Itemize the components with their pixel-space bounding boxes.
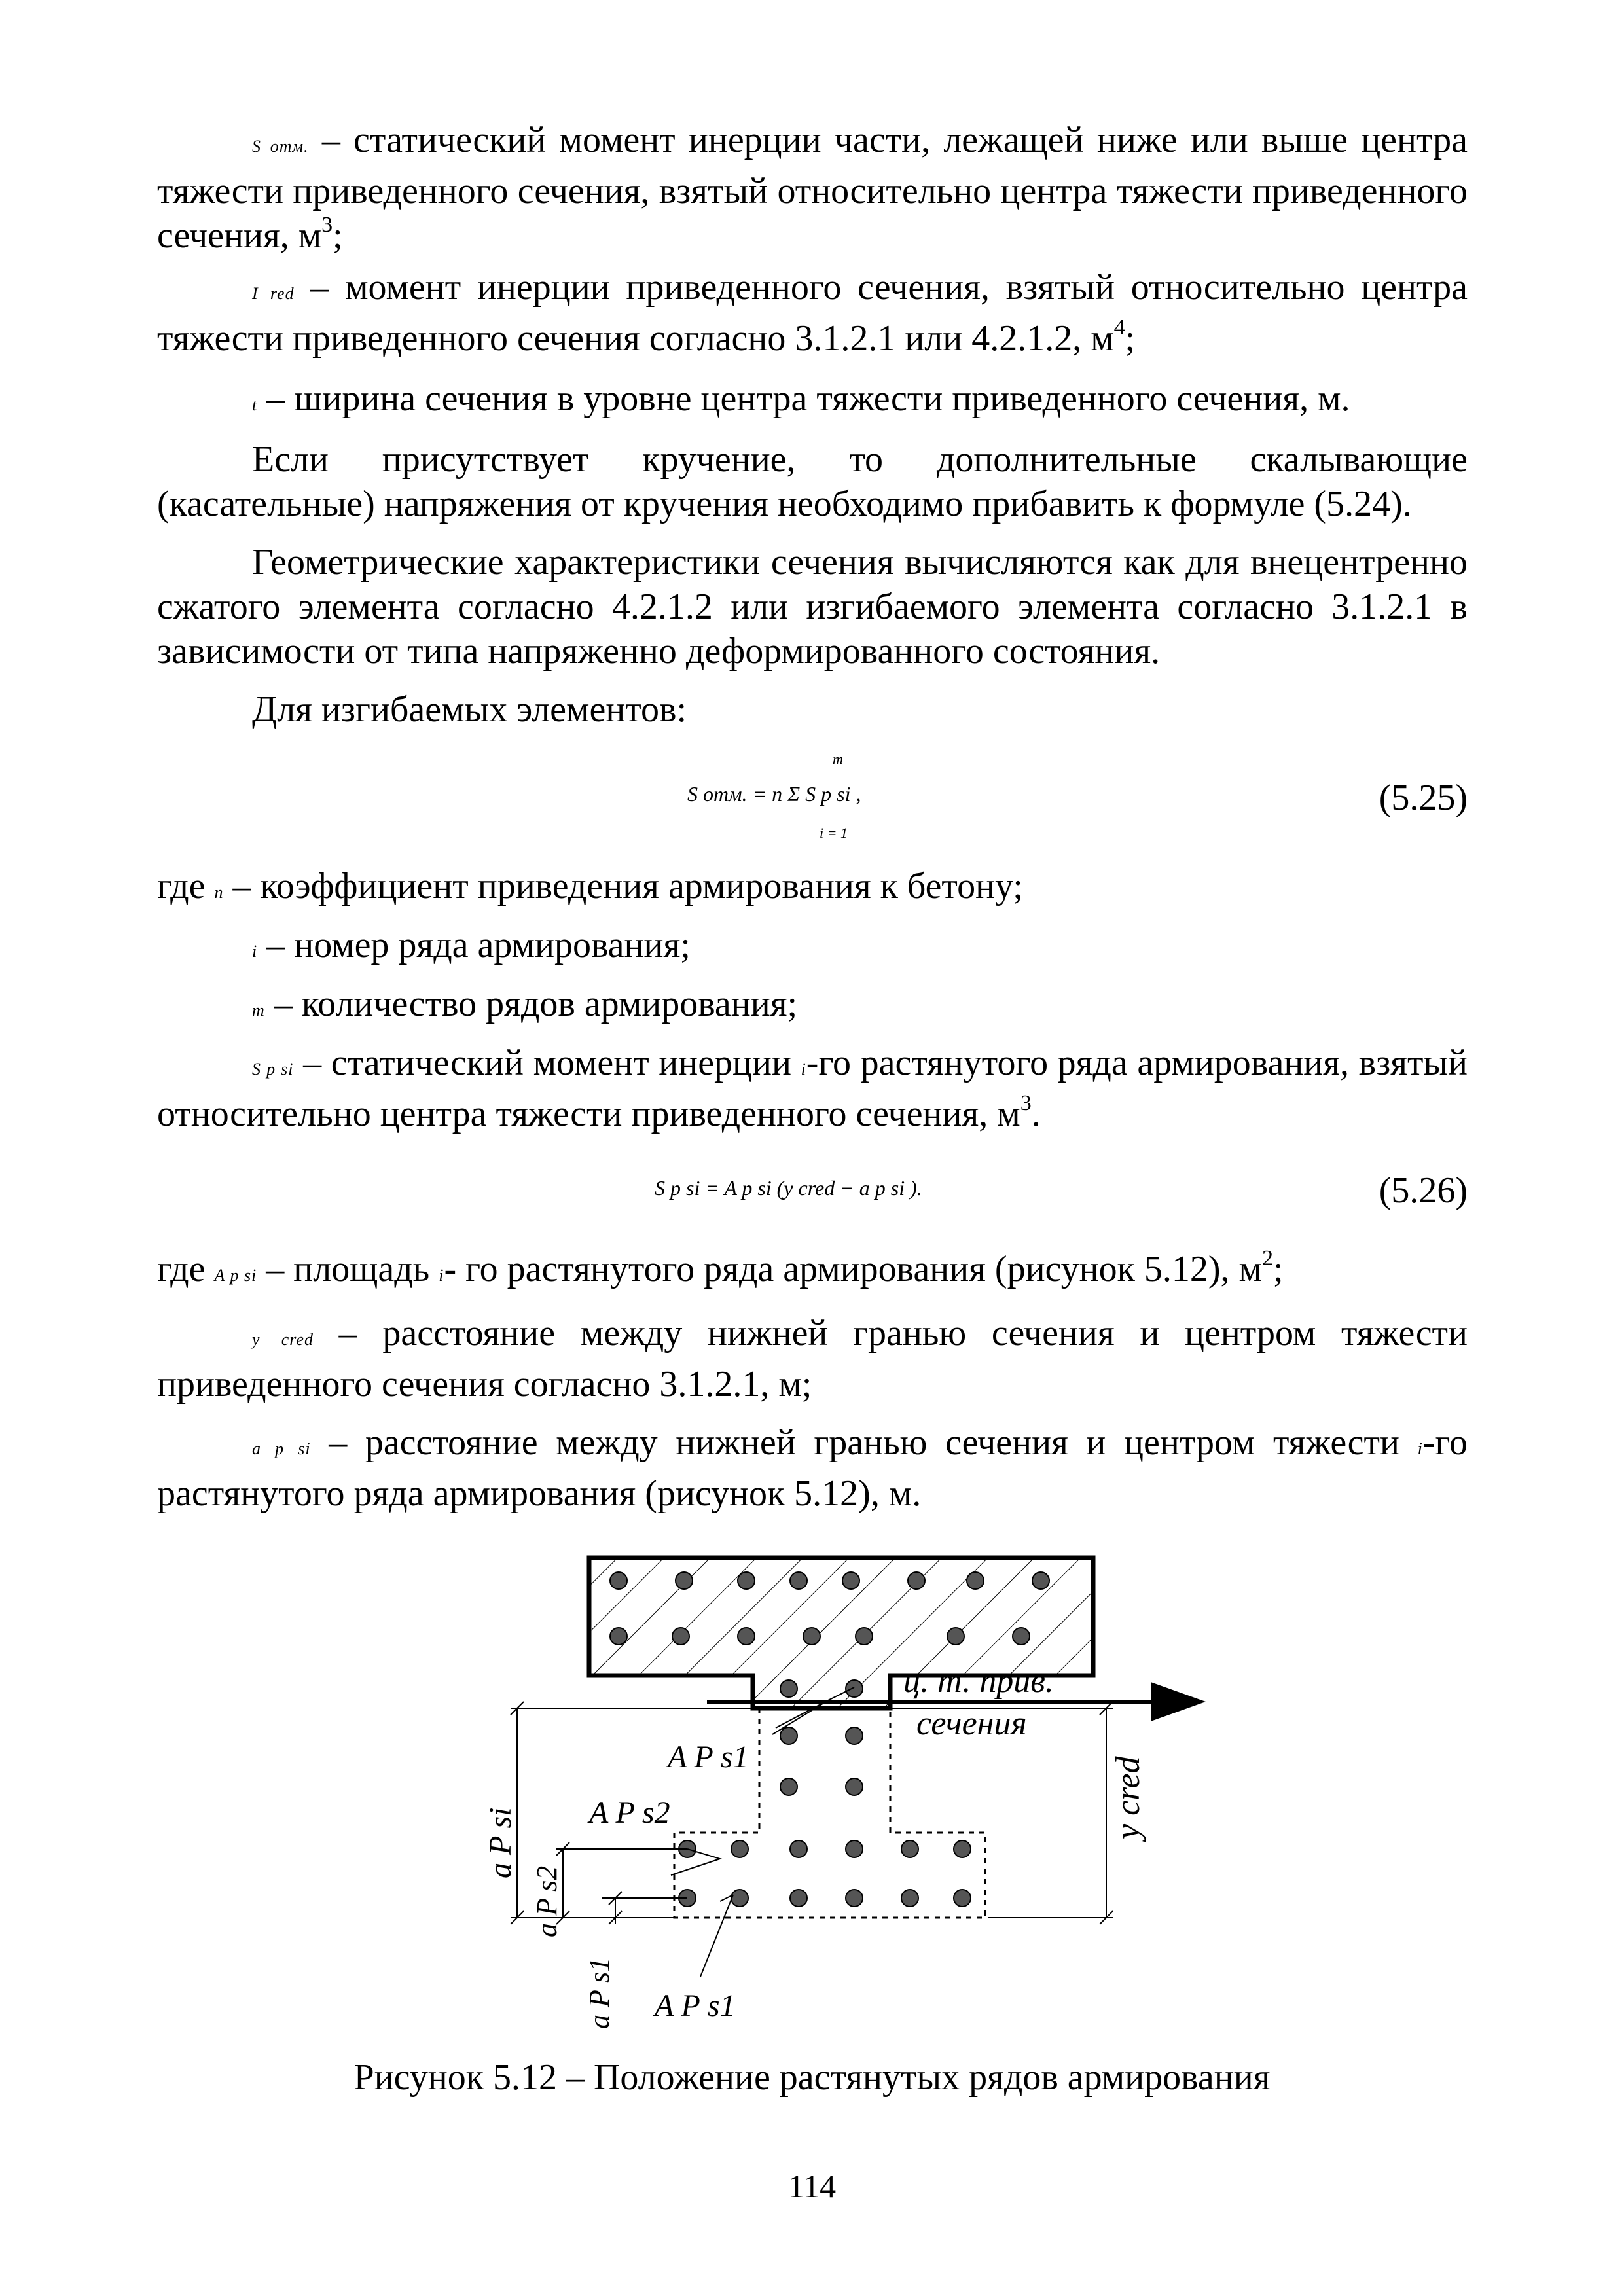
symbol-t: t [252,395,258,414]
label-y-cred: y cred [1110,1756,1147,1839]
formula-525-sum-lower: i = 1 [820,825,848,841]
centroid-label-line2: сечения [916,1705,1027,1742]
symbol-s-otm: S отм. [252,137,309,156]
def-s-otm-text: – статический момент инерции части, лежащей ниже или выше центра тяжести приведенного сечения, взятый относительно центра тяжести приведенного сечения, м [157,120,1468,256]
label-a-si: a P si [483,1807,518,1878]
def-a-p-si [157,1247,1468,1298]
def-t-text: – ширина сечения в уровне центра тяжести приведенного сечения, м. [266,378,1350,419]
label-a-s2: a P s2 [531,1865,563,1937]
def-i-red [157,265,1468,361]
symbol-a-p-si-dist: a p si [252,1439,311,1458]
label-a-s1: a P s1 [583,1957,615,2029]
def-end: ; [1125,318,1136,359]
def-end: . [1031,1094,1041,1134]
def-a-p-si-post: - го растянутого ряда армирования (рисунок 5.12), м [444,1249,1262,1289]
def-n-text: – коэффициент приведения армирования к бетону; [232,866,1023,906]
def-s-p-si-post: -го растянутого ряда армирования, взятый относительно центра тяжести приведенного сечения, м [157,1043,1468,1134]
page-number: 114 [787,2168,837,2204]
rebar-row-1 [679,1890,971,1907]
symbol-i-inline: i [801,1060,806,1079]
paragraph-torsion: Если присутствует кручение, то дополнительные скалывающие (касательные) напряжения от кручения необходимо прибавить к формуле (5.24). [157,439,1468,524]
where-label: где [157,1249,206,1289]
def-s-p-si-pre: – статический момент инерции [303,1043,791,1083]
rebar-row-2 [679,1840,971,1857]
equation-number-525: (5.25) [1379,778,1468,818]
label-a-s2: A P s2 [589,1795,670,1830]
paragraph-bending: Для изгибаемых элементов: [252,689,687,730]
rebar-web [780,1727,863,1795]
symbol-i-inline: i [1417,1439,1423,1458]
symbol-m: m [252,1001,265,1020]
paragraph-geometry: Геометрические характеристики сечения вычисляются как для внецентренно сжатого элемента согласно 4.2.1.2 или изгибаемого элемента согласно 3.1.2.1 в зависимости от типа напряженно деформированного состояния. [157,542,1468,672]
symbol-y-cred: y cred [252,1330,314,1349]
formula-525: S отм. = n Σ S p si , [687,782,861,806]
unit-exponent: 4 [1113,315,1125,340]
unit-exponent: 3 [321,213,333,237]
equation-number-526: (5.26) [1379,1170,1468,1211]
def-t [157,376,1468,427]
unit-exponent: 3 [1020,1091,1032,1115]
where-label: где [157,866,206,906]
def-n [157,864,1468,915]
def-i [157,923,1468,974]
centroid-label-line1: ц. т. прив. [903,1662,1054,1700]
def-a-p-si-pre: – площадь [266,1249,430,1289]
def-i-text: – номер ряда армирования; [266,925,691,965]
def-end: ; [1272,1249,1284,1289]
def-m-text: – количество рядов армирования; [274,984,798,1024]
formula-525-sum-upper: m [833,751,843,767]
figure-caption: Рисунок 5.12 – Положение растянутых рядов армирования [353,2057,1271,2098]
def-i-red-text: – момент инерции приведенного сечения, взятый относительно центра тяжести приведенного сечения согласно 3.1.2.1 или 4.2.1.2, м [157,267,1468,359]
def-a-p-si-dist-pre: – расстояние между нижней гранью сечения и центром тяжести [329,1422,1399,1463]
label-a-s1-bottom: A P s1 [655,1988,736,2023]
def-y-cred-text: – расстояние между нижней гранью сечения и центром тяжести приведенного сечения согласно 3.1.2.1, м; [157,1313,1468,1405]
symbol-i-inline: i [439,1266,444,1285]
def-end: ; [333,215,343,256]
symbol-s-p-si: S p si [252,1060,294,1079]
def-s-p-si [157,1041,1468,1136]
symbol-i: i [252,942,258,961]
def-a-p-si-dist [157,1420,1468,1516]
unit-exponent: 2 [1261,1246,1273,1270]
def-m [157,982,1468,1033]
figure-5-12 [458,1532,1244,2068]
symbol-i-red: I red [252,284,295,303]
def-s-otm [157,118,1468,258]
leader-lines [671,1687,854,1977]
def-y-cred [157,1311,1468,1407]
symbol-a-p-si: A p si [214,1266,257,1285]
def-a-p-si-dist-post: -го растянутого ряда армирования (рисунок 5.12), м. [157,1422,1468,1514]
symbol-n: n [214,883,224,902]
label-a-s1-top: A P s1 [668,1740,749,1774]
formula-526: S p si = A p si (y cred − a p si ). [655,1176,922,1200]
